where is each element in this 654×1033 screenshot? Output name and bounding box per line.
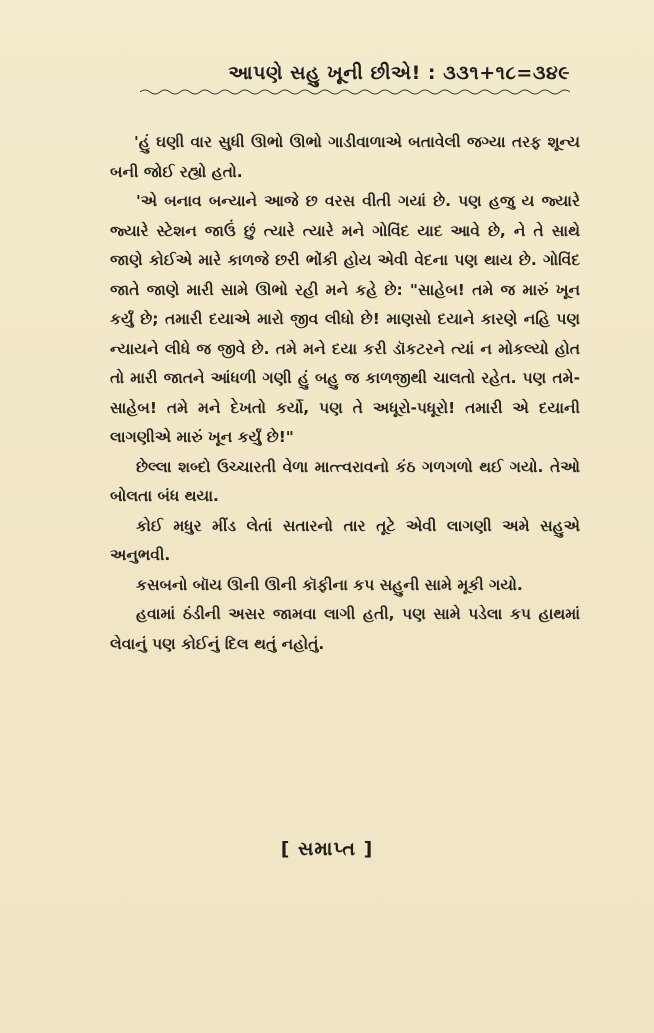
- paragraph: 'હું ઘણી વાર સુધી ઊભો ઊભો ગાડીવાળાએ બતાવેલી જગ્યા તરફ શૂન્ય બની જોઈ રહ્યો હતો.: [110, 133, 580, 181]
- body-text: [110, 128, 580, 659]
- page-header: [140, 62, 570, 96]
- paragraph: કસબનો બૉય ઊની ઊની કૉફીના કપ સહુની સામે મૂકી ગયો.: [136, 575, 523, 594]
- running-head: આપણે સહુ ખૂની છીએ! : ૩૩૧+૧૮=૩૪૯: [228, 62, 570, 84]
- end-mark: [ સમાપ્ત ]: [280, 838, 374, 860]
- paragraph: 'એ બનાવ બન્યાને આજે છ વરસ વીતી ગયાં છે. પણ હજુ ય જ્યારે જ્યારે સ્ટેશન જાઉં છું ત્યારે ત્યારે મને ગોવિંદ યાદ આવે છે, ને તે સાથે જાણે કોઈએ મારે કાળજે છરી ભોંકી હોય એવી વેદના પણ થાય છે. ગોવિંદ જાતે જાણે મારી સામે ઊભો રહી મને કહે છે: "સાહેબ! તમે જ મારું ખૂન કર્યું છે; તમારી દયાએ મારો જીવ લીધો છે! માણસો દયાને કારણે નહિ પણ ન્યાયને લીધે જ જીવે છે. તમે મને દયા કરી ડૉકટરને ત્યાં ન મોકલ્યો હોત તો મારી જાતને આંધળી ગણી હું બહુ જ કાળજીથી ચાલતો રહેત. પણ તમે-સાહેબ! તમે મને દેખતો કર્યો, પણ તે અધૂરો-પધૂરો! તમારી એ દયાની લાગણીએ મારું ખૂન કર્યું છે!": [110, 192, 580, 446]
- wavy-rule: [140, 88, 570, 96]
- paragraph: છેલ્લા શબ્દો ઉચ્ચારતી વેળા માત્ત્વરાવનો કંઠ ગળગળો થઈ ગયો. તેઓ બોલતા બંધ થયા.: [110, 457, 580, 505]
- paragraph: કોઈ મધુર મીંડ લેતાં સતારનો તાર તૂટે એવી લાગણી અમે સહુએ અનુભવી.: [110, 516, 580, 564]
- paragraph: હવામાં ઠંડીની અસર જામવા લાગી હતી, પણ સામે પડેલા કપ હાથમાં લેવાનું પણ કોઈનું દિલ થતું નહોતું.: [110, 605, 580, 653]
